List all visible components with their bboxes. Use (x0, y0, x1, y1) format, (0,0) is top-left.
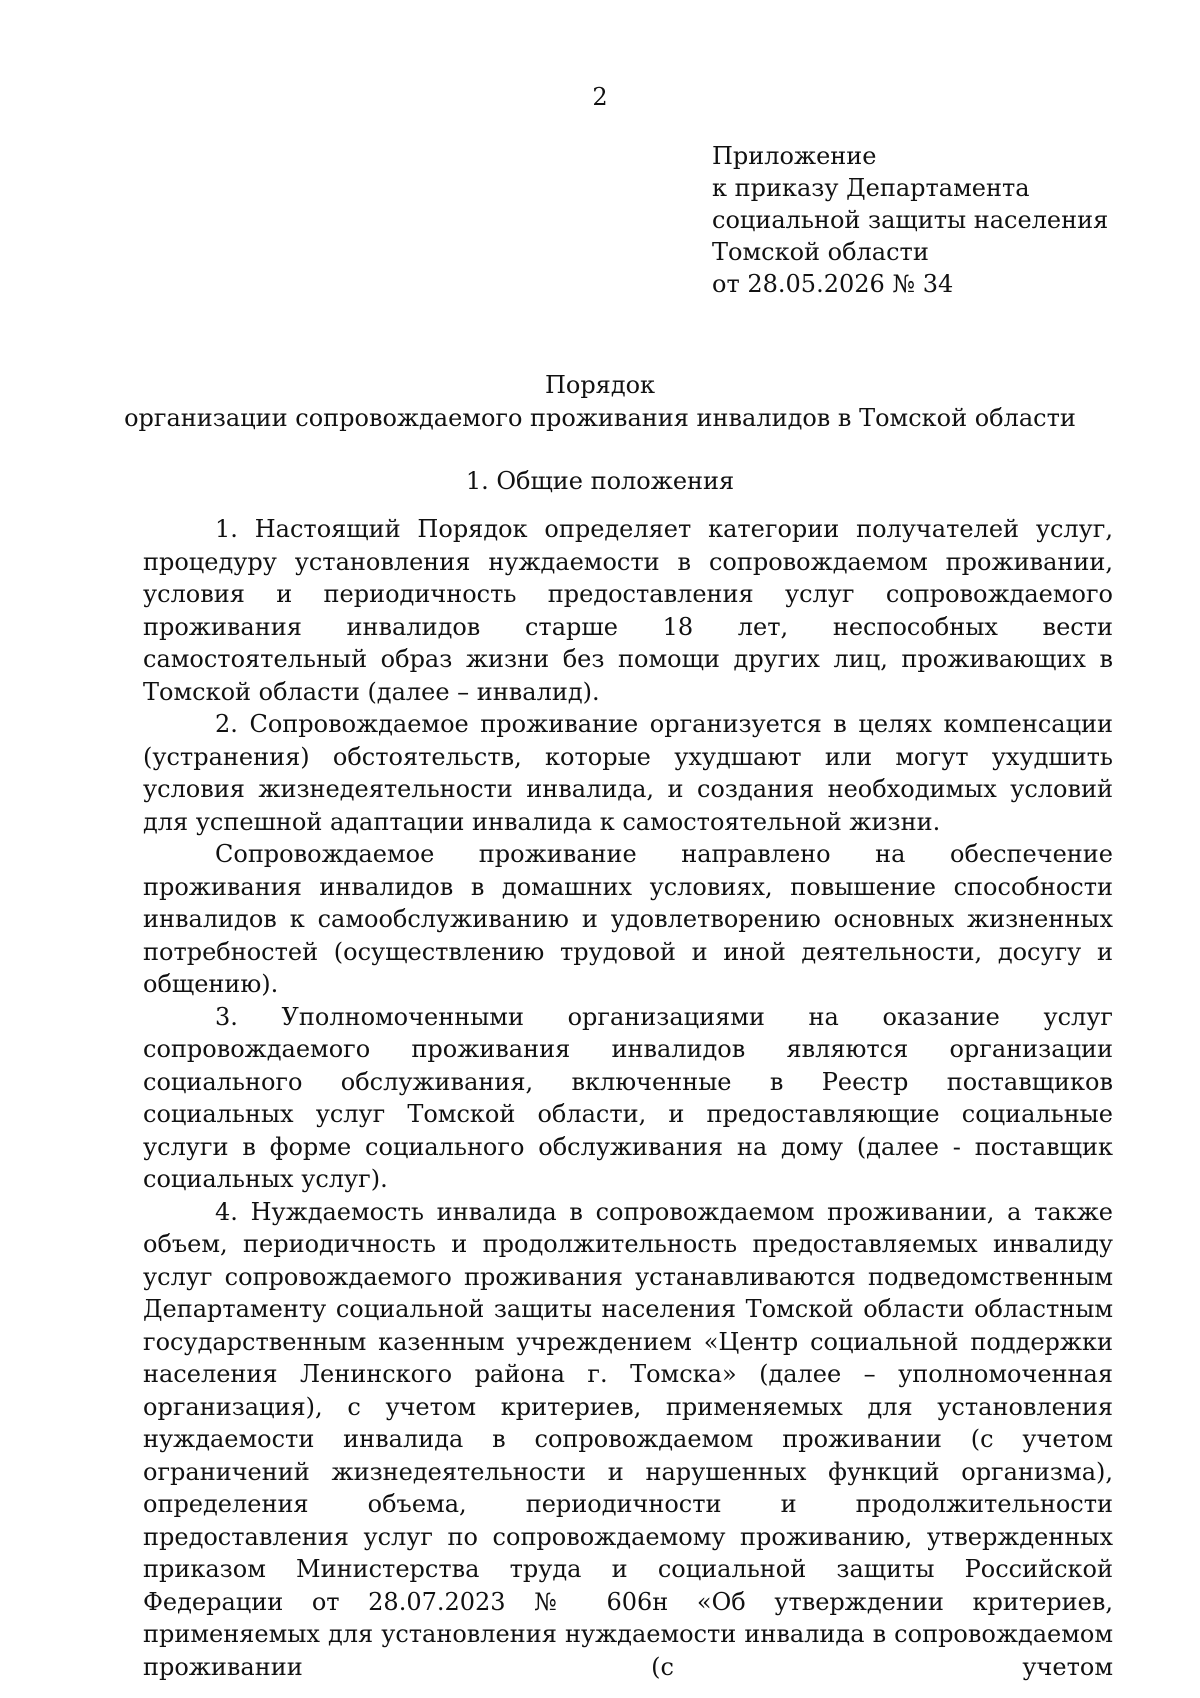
paragraph-1: 1. Настоящий Порядок определяет категории получателей услуг, процедуру установления нуждаемости в сопровождаемом проживании, условия и периодичность предоставления услуг сопровождаемого проживания инвалидов старше 18 лет, неспособных вести самостоятельный образ жизни без помощи других лиц, проживающих в Томской области (далее – инвалид). (143, 515, 1113, 706)
paragraph-2: 2. Сопровождаемое проживание организуется в целях компенсации (устранения) обстоятельств, которые ухудшают или могут ухудшить условия жизнедеятельности инвалида, и создания необходимых условий для успешной адаптации инвалида к самостоятельной жизни. (143, 710, 1113, 836)
paragraph-4: 4. Нуждаемость инвалида в сопровождаемом проживании, а также объем, периодичность и продолжительность предоставляемых инвалиду услуг сопровождаемого проживания устанавливаются подведомственным Департаменту социальной защиты населения Томской области областным государственным казенным учреждением «Центр социальной поддержки населения Ленинского района г. Томска» (далее – уполномоченная организация), с учетом критериев, применяемых для установления нуждаемости инвалида в сопровождаемом проживании (с учетом ограничений жизнедеятельности и нарушенных функций организма), определения объема, периодичности и продолжительности предоставления услуг по сопровождаемому проживанию, утвержденных приказом Министерства труда и социальной защиты Российской Федерации от 28.07.2023 № 606н «Об утверждении критериев, применяемых для установления нуждаемости инвалида в сопровождаемом проживании (с учетом (143, 1197, 1113, 1681)
appendix-line: Приложение (712, 142, 877, 170)
page-number: 2 (592, 83, 608, 111)
paragraph-2-continued: Сопровождаемое проживание направлено на обеспечение проживания инвалидов в домашних условиях, повышение способности инвалидов к самообслуживанию и удовлетворению основных жизненных потребностей (осуществлению трудовой и иной деятельности, досугу и общению). (143, 840, 1113, 998)
title-line: Порядок (544, 371, 656, 399)
paragraph-3: 3. Уполномоченными организациями на оказание услуг сопровождаемого проживания инвалидов являются организации социального обслуживания, включенные в Реестр поставщиков социальных услуг Томской области, и предоставляющие социальные услуги в форме социального обслуживания на дому (далее - поставщик социальных услуг). (143, 1002, 1113, 1193)
appendix-line: от 28.05.2026 № 34 (712, 270, 954, 298)
appendix-block (712, 140, 1182, 300)
section-heading: 1. Общие положения (465, 467, 735, 495)
document-title (0, 369, 1200, 435)
appendix-line: Томской области (712, 238, 929, 266)
title-line: организации сопровождаемого проживания инвалидов в Томской области (124, 404, 1076, 432)
appendix-line: социальной защиты населения (712, 206, 1109, 234)
appendix-line: к приказу Департамента (712, 174, 1030, 202)
body-text (143, 513, 1113, 1683)
